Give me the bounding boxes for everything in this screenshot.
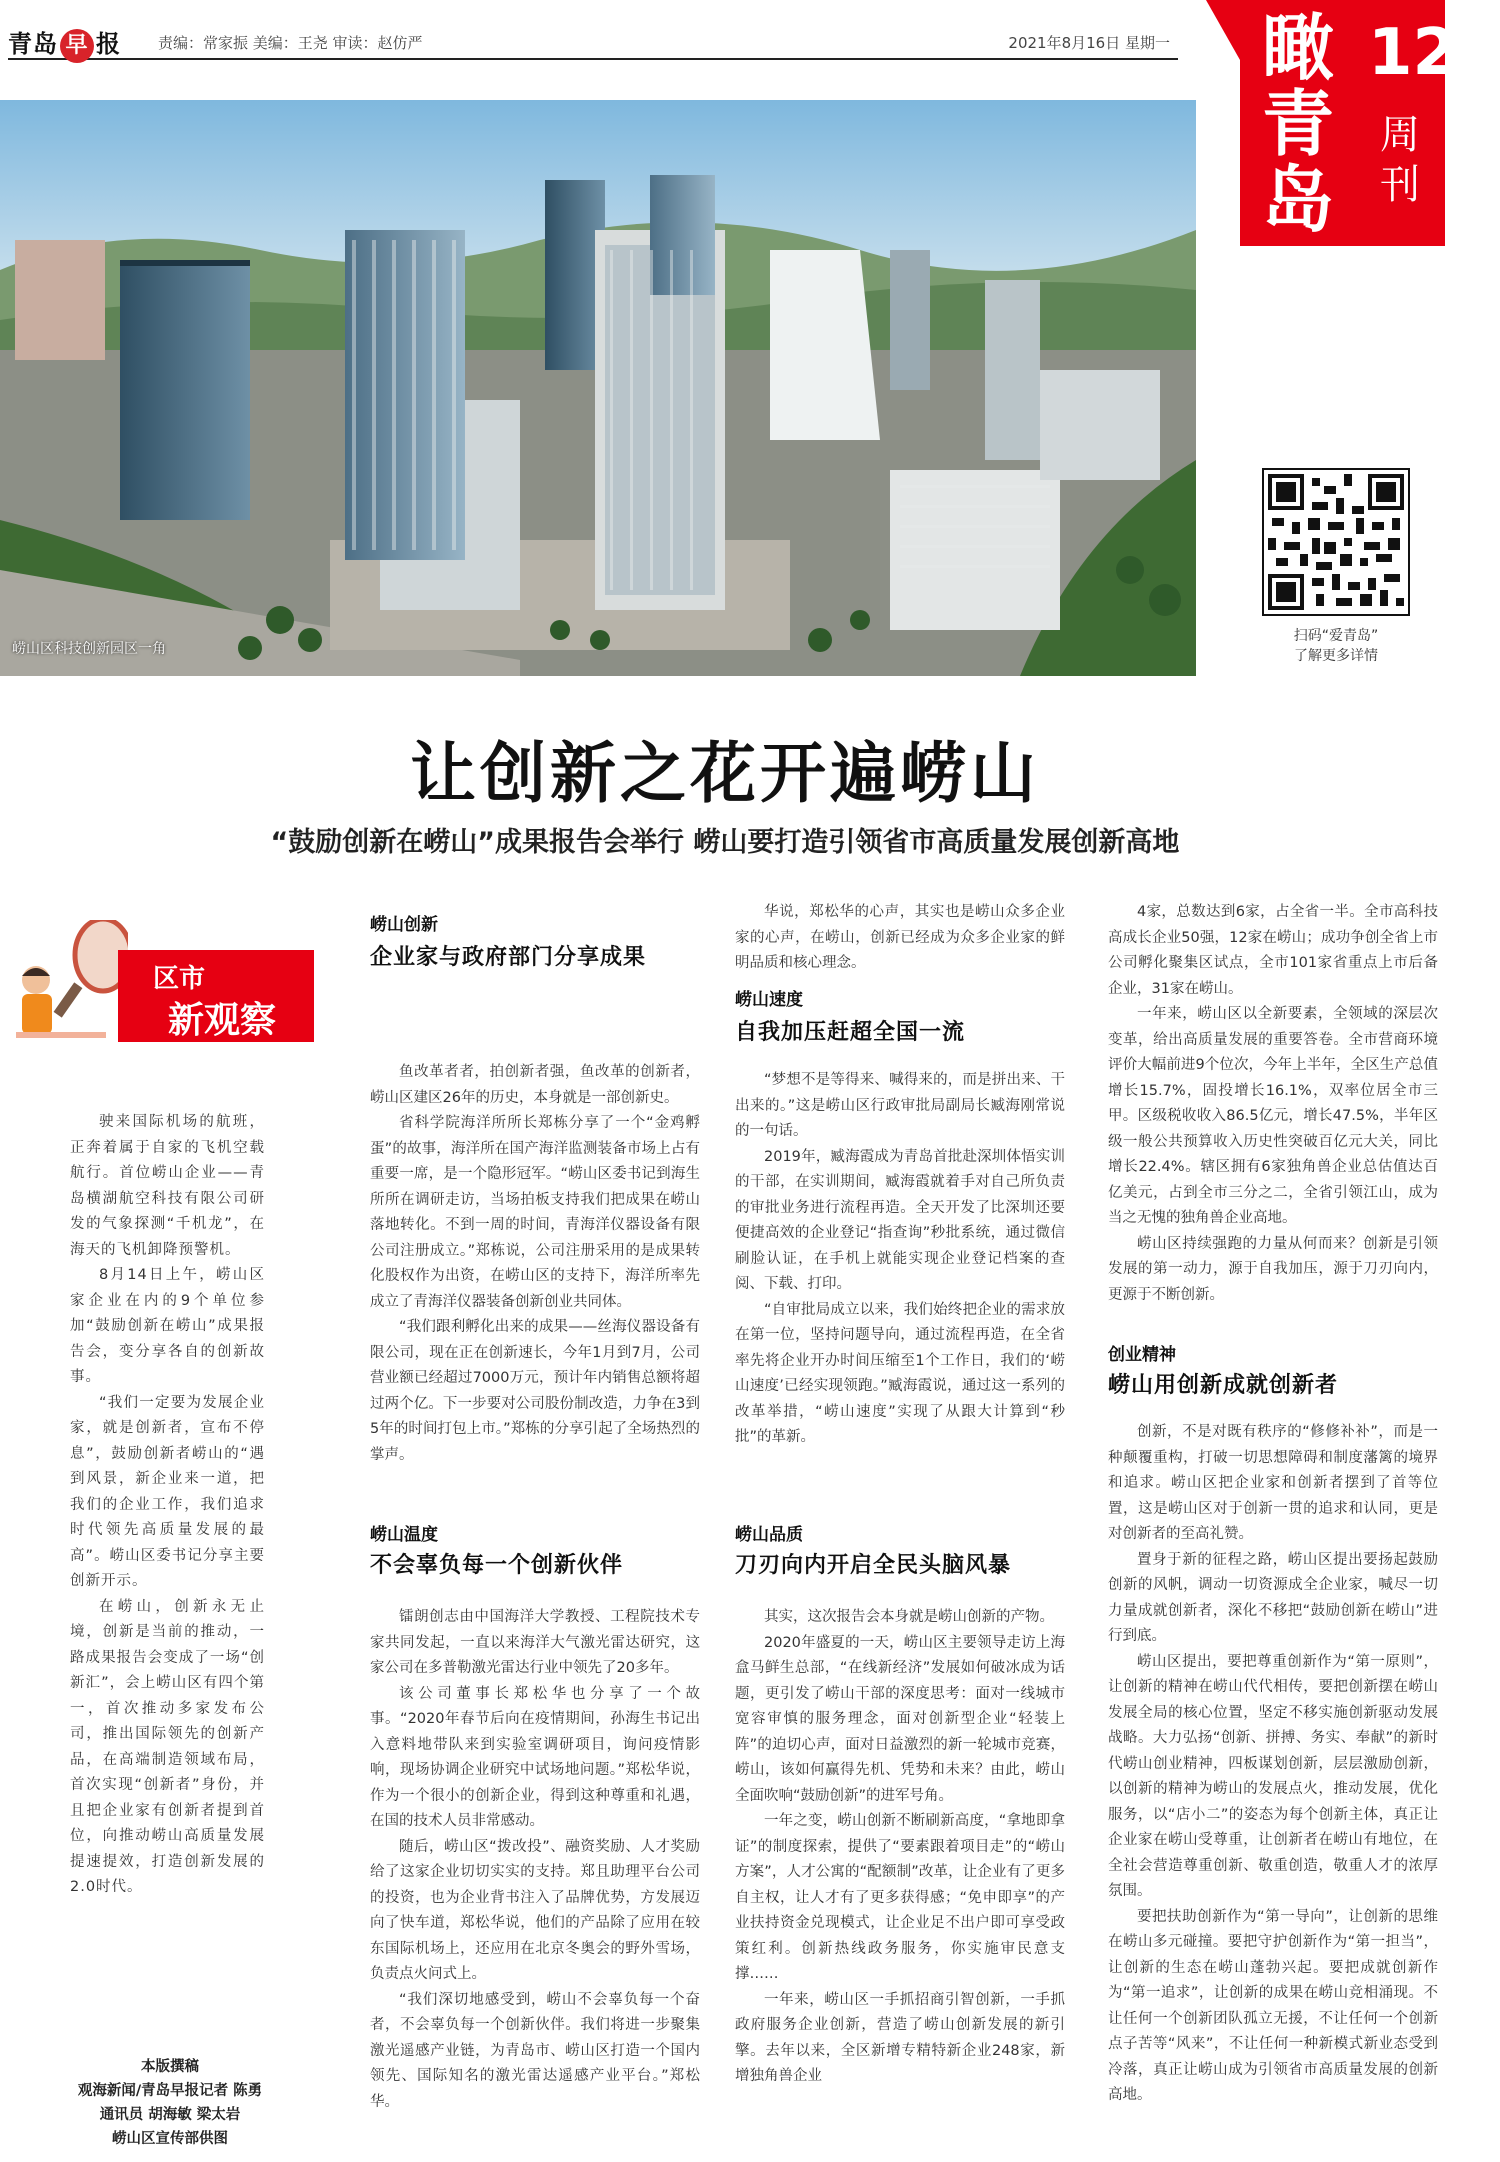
section-kicker-spirit: 创业精神 <box>1108 1345 1176 1365</box>
article-paragraph: 华说，郑松华的心声，其实也是崂山众多企业家的心声，在崂山，创新已经成为众多企业家的鲜明品质和核心理念。 <box>735 904 1065 970</box>
qr-code-pattern <box>1264 470 1408 614</box>
article-paragraph: 2019年，臧海霞成为青岛首批赴深圳体悟实训的干部，在实训期间，臧海霞就着手对自己所负责的审批业务进行流程再造。全天开发了比深圳还要便捷高效的企业登记“指查询”秒批系统，通过微信刷脸认证，在手机上就能实现企业登记档案的查阅、下载、打印。 <box>735 1148 1065 1292</box>
lead-paragraph: 在崂山，创新永无止境，创新是当前的推动，一路成果报告会变成了一场“创新汇”，会上崂山区有四个第一，首次推动多家发布公司，推出国际领先的创新产品，在高端制造领域布局，首次实现“创新者”身份，并且把企业家有创新者提到首位，向推动崂山高质量发展提速提效，打造创新发展的2.0时代。 <box>70 1598 265 1895</box>
section-title-spirit: 崂山用创新成就创新者 <box>1108 1373 1339 1398</box>
article-column-b2 <box>735 1605 1065 2145</box>
brand-weekly: 周刊 <box>1380 112 1420 208</box>
article-paragraph: 一年之变，崂山创新不断刷新高度，“拿地即拿证”的制度探索，提供了“要素跟着项目走”的“崂山方案”，人才公寓的“配额制”改革，让企业有了更多自主权，让人才有了更多获得感；“免申即享”的产业扶持资金兑现模式，让企业足不出户即可享受政策红利。创新热线政务服务，你实施审民意支撑…… <box>735 1813 1065 1982</box>
tag-line2: 新观察 <box>168 1000 277 1041</box>
brand-title: 瞰青岛 <box>1262 6 1335 242</box>
article-column-c-top <box>1108 900 1438 1330</box>
section-title-warmth: 不会辜负每一个创新伙伴 <box>370 1553 624 1578</box>
issue-date: 2021年8月16日 星期一 <box>1008 34 1170 52</box>
article-paragraph: 置身于新的征程之路，崂山区提出要扬起鼓励创新的风帆，调动一切资源成全企业家，喊尽一切力量成就创新者，深化不移把“鼓励创新在崂山”进行到底。 <box>1108 1551 1438 1644</box>
article-paragraph: “我们跟利孵化出来的成果——丝海仪器设备有限公司，现在正在创新速长，今年1月到7月，公司营业额已经超过7000万元，预计年内销售总额将超过两个亿。下一步要对公司股份制改造，力争在3到5年的时间打包上市。”郑栋的分享引起了全场热烈的掌声。 <box>370 1319 700 1463</box>
byline-line: 观海新闻/青岛早报记者 陈勇 <box>77 2083 263 2099</box>
section-title-speed: 自我加压赶超全国一流 <box>735 1020 966 1045</box>
byline-credits <box>20 2055 320 2151</box>
article-paragraph: 镭朗创志由中国海洋大学教授、工程院技术专家共同发起，一直以来海洋大气激光雷达研究，这家公司在多普勒激光雷达行业中领先了20多年。 <box>370 1609 700 1676</box>
tag-line1: 区市 <box>153 964 206 994</box>
article-paragraph: 其实，这次报告会本身就是崂山创新的产物。 <box>764 1609 1054 1625</box>
editor-credits: 责编：常家振 美编：王尧 审读：赵仿严 <box>158 34 423 52</box>
article-paragraph: “自审批局成立以来，我们始终把企业的需求放在第一位，坚持问题导向，通过流程再造，在全省率先将企业开办时间压缩至1个工作日，我们的‘崂山速度’已经实现领跑。”臧海霞说，通过这一系列的改革举措，“崂山速度”实现了从跟大计算到“秒批”的革新。 <box>735 1301 1065 1445</box>
cityscape-illustration <box>0 100 1196 676</box>
newspaper-name-post: 报 <box>96 30 121 58</box>
newspaper-name <box>8 24 121 63</box>
lead-paragraph: 8月14日上午，崂山区家企业在内的9个单位参加“鼓励创新在崂山”成果报告会，变分享各自的创新故事。 <box>70 1267 265 1385</box>
cityscape-photo <box>0 100 1196 676</box>
article-column-b-top <box>735 900 1065 970</box>
section-kicker-innovation: 崂山创新 <box>370 915 438 935</box>
article-column-c1 <box>1108 1420 1438 2150</box>
lead-paragraph: “我们一定要为发展企业家，就是创新者，宣布不停息”，鼓励创新者崂山的“遇到风景，新企业来一道，把我们的企业工作，我们追求时代领先高质量发展的最高”。崂山区委书记分享主要创新开示。 <box>70 1394 265 1589</box>
article-paragraph: 崂山区提出，要把尊重创新作为“第一原则”，让创新的精神在崂山代代相传，要把创新摆在崂山发展全局的核心位置，坚定不移实施创新驱动发展战略。大力弘扬“创新、拼搏、务实、奉献”的新时代崂山创业精神，四板谋划创新，层层激励创新，以创新的精神为崂山的发展点火，推动发展，优化服务，以“店小二”的姿态为每个创新主体，真正让企业家在崂山受尊重，让创新者在崂山有地位，在全社会营造尊重创新、敬重创造，敬重人才的浓厚氛围。 <box>1108 1653 1438 1899</box>
article-column-a <box>370 1060 700 1510</box>
article-paragraph: 一年来，崂山区以全新要素，全领域的深层次变革，给出高质量发展的重要答卷。全市营商环境评价大幅前进9个位次，今年上半年，全区生产总值增长15.7%，固投增长16.1%，双率位居全市三甲。区级税收收入86.5亿元，增长47.5%，半年区级一般公共预算收入历史性突破百亿元大关，同比增长22.4%。辖区拥有6家独角兽企业总估值达百亿美元，占到全市三分之二，全省引领江山，成为当之无愧的独角兽企业高地。 <box>1108 1006 1438 1226</box>
lead-column <box>70 1110 265 1970</box>
article-paragraph: 随后，崂山区“拨改投”、融资奖励、人才奖励给了这家企业切切实实的支持。郑且助理平台公司的投资，也为企业背书注入了品牌优势，方发展迈向了快车道，郑松华说，他们的产品除了应用在较东国际机场上，还应用在北京冬奥会的野外雪场，负责点火问式上。 <box>370 1838 700 1982</box>
article-paragraph: 4家，总数达到6家，占全省一半。全市高科技高成长企业50强，12家在崂山；成功争创全省上市公司孵化聚集区试点，全市101家省重点上市后备企业，31家在崂山。 <box>1108 904 1438 997</box>
brand-notch <box>1206 0 1240 60</box>
section-title-quality: 刀刃向内开启全民头脑风暴 <box>735 1553 1012 1578</box>
article-column-b1 <box>735 1068 1065 1478</box>
newspaper-name-mark: 早 <box>60 29 94 63</box>
article-paragraph: 2020年盛夏的一天，崂山区主要领导走访上海盒马鲜生总部，“在线新经济”发展如何破冰成为话题，更引发了崂山干部的深度思考：面对一线城市宽容审慎的服务理念，面对创新型企业“轻装上阵”的迫切心声，面对日益激烈的新一轮城市竞赛，崂山，该如何赢得先机、凭势和未来？由此，崂山全面吹响“鼓励创新”的进军号角。 <box>735 1634 1065 1804</box>
section-kicker-quality: 崂山品质 <box>735 1525 803 1545</box>
page-number: 12 <box>1368 16 1458 90</box>
section-kicker-speed: 崂山速度 <box>735 990 803 1010</box>
article-paragraph: 该公司董事长郑松华也分享了一个故事。“2020年春节后向在疫情期间，孙海生书记出入意料地带队来到实验室调研项目，询问疫情影响，现场协调企业研究中试场地问题。”郑松华说，作为一个很小的创新企业，得到这种尊重和礼遇，在国的技术人员非常感动。 <box>370 1685 700 1829</box>
newspaper-name-pre: 青岛 <box>8 30 58 58</box>
article-paragraph: 省科学院海洋所所长郑栋分享了一个“金鸡孵蛋”的故事，海洋所在国产海洋监测装备市场上占有重要一席，是一个隐形冠军。“崂山区委书记到海生所所在调研走访，当场拍板支持我们把成果在崂山落地转化。不到一周的时间，青海洋仪器设备有限公司注册成立。”郑栋说，公司注册采用的是成果转化股权作为出资，在崂山区的支持下，海洋所率先成立了青海洋仪器装备创新创业共同体。 <box>370 1115 700 1310</box>
article-paragraph: “梦想不是等得来、喊得来的，而是拼出来、干出来的。”这是崂山区行政审批局副局长臧海刚常说的一句话。 <box>735 1072 1065 1139</box>
article-paragraph: 创新，不是对既有秩序的“修修补补”，而是一种颠覆重构，打破一切思想障碍和制度藩篱的境界和追求。崂山区把企业家和创新者摆到了首等位置，这是崂山区对于创新一贯的追求和认同，更是对创新者的至高礼赞。 <box>1108 1424 1438 1542</box>
article-paragraph: 一年来，崂山区一手抓招商引智创新，一手抓政府服务企业创新，营造了崂山创新发展的新引擎。去年以来，全区新增专精特新企业248家，新增独角兽企业 <box>735 1991 1065 2084</box>
article-paragraph: 鱼改革者者，拍创新者强，鱼改革的创新者，崂山区建区26年的历史，本身就是一部创新史。 <box>370 1064 700 1106</box>
masthead <box>8 20 1178 60</box>
lead-paragraph: 驶来国际机场的航班，正奔着属于自家的飞机空载航行。首位崂山企业——青岛横湖航空科技有限公司研发的气象探测“千机龙”，在海天的飞机卸降预警机。 <box>70 1114 265 1258</box>
byline-line: 通讯员 胡海敏 梁太岩 <box>99 2107 241 2123</box>
section-kicker-warmth: 崂山温度 <box>370 1525 438 1545</box>
qr-caption-line2: 了解更多详情 <box>1294 648 1378 664</box>
column-tag <box>8 920 308 1050</box>
sub-headline: “鼓励创新在崂山”成果报告会举行 崂山要打造引领省市高质量发展创新高地 <box>270 827 1180 858</box>
article-column-a2 <box>370 1605 700 2145</box>
section-title-innovation: 企业家与政府部门分享成果 <box>370 945 647 970</box>
article-paragraph: “我们深切地感受到，崂山不会辜负每一个奋者，不会辜负每一个创新伙伴。我们将进一步聚集激光遥感产业链，为青岛市、崂山区打造一个国内领先、国际知名的激光雷达遥感产业平台。”郑松华。 <box>370 1991 700 2110</box>
reporter-magnifier-icon <box>8 920 128 1050</box>
main-headline: 让创新之花开遍崂山 <box>410 734 1040 812</box>
qr-code[interactable] <box>1262 468 1410 616</box>
qr-caption <box>1262 626 1410 666</box>
section-brand <box>1240 0 1458 246</box>
qr-caption-line1: 扫码“爱青岛” <box>1293 628 1379 644</box>
article-paragraph: 要把扶助创新作为“第一导向”，让创新的思维在崂山多元碰撞。要把守护创新作为“第一担当”，让创新的生态在崂山蓬勃兴起。要把成就创新作为“第一追求”，让创新的成果在崂山竞相涌现。不让任何一个创新团队孤立无援，不让任何一个创新点子苦等“风来”，不让任何一种新模式新业态受到冷落，真正让崂山成为引领省市高质量发展的创新高地。 <box>1108 1908 1438 2103</box>
byline-line: 崂山区宣传部供图 <box>112 2131 228 2147</box>
article-paragraph: 崂山区持续强跑的力量从何而来？创新是引领发展的第一动力，源于自我加压，源于刀刃向内，更源于不断创新。 <box>1108 1235 1438 1303</box>
byline-line: 本版撰稿 <box>141 2059 199 2075</box>
photo-caption: 崂山区科技创新园区一角 <box>12 641 166 657</box>
